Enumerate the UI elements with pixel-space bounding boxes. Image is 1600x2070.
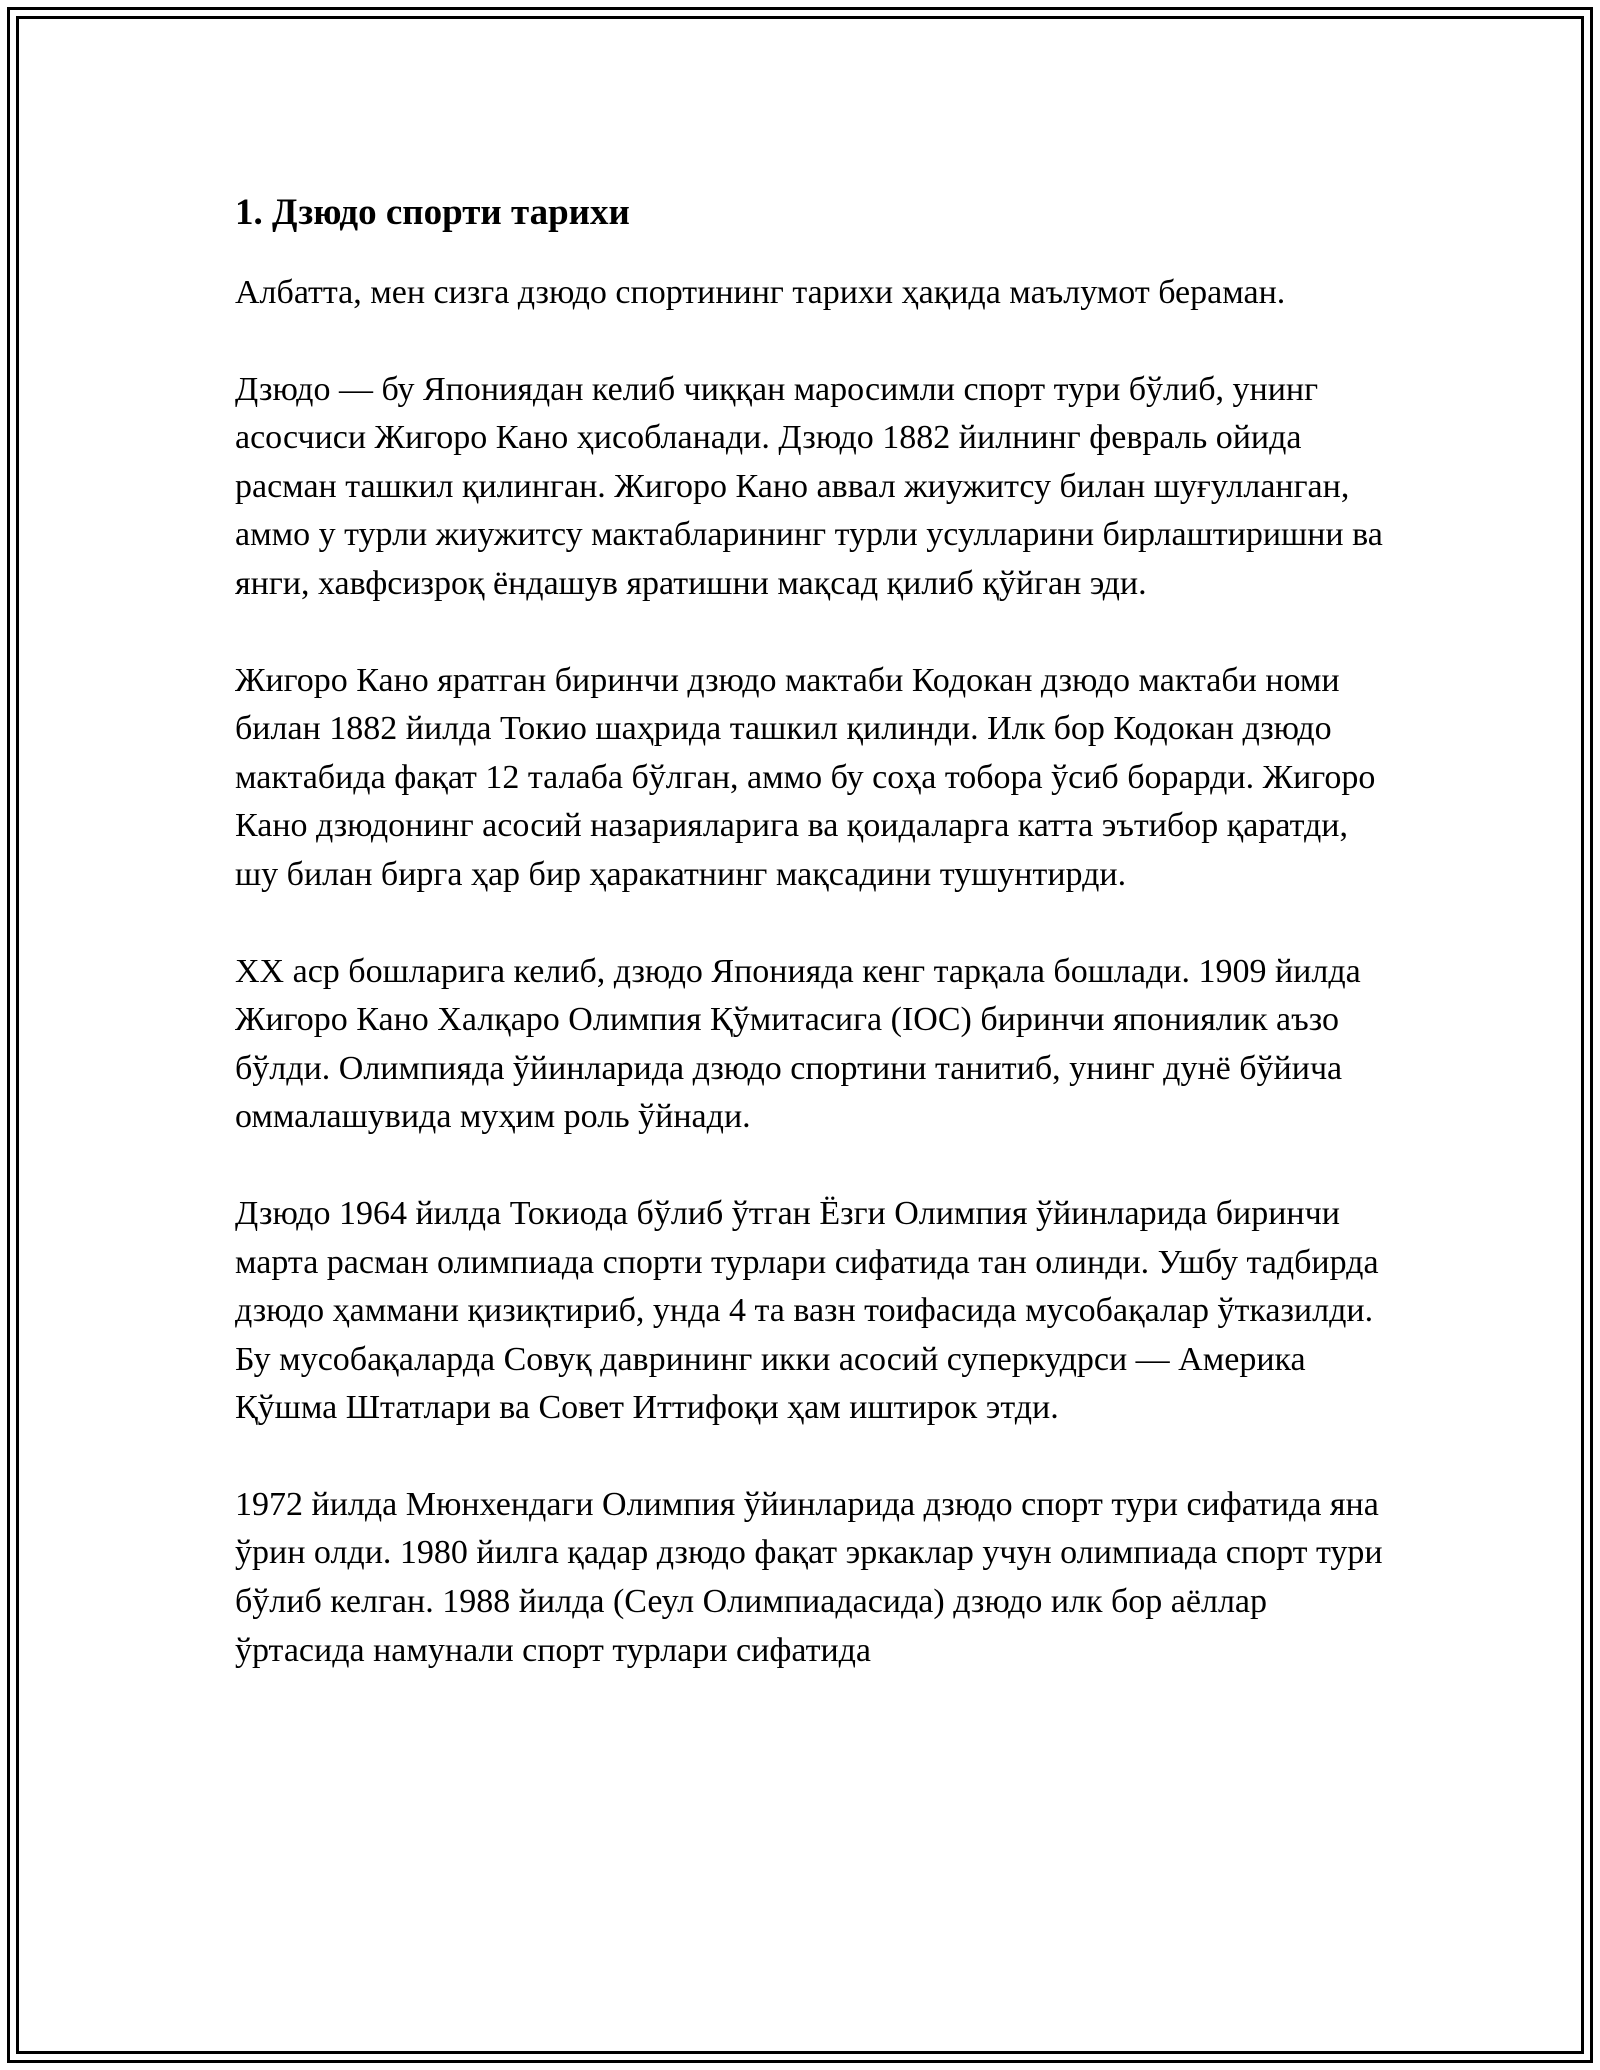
paragraph-1972-olympics: 1972 йилда Мюнхендаги Олимпия ўйинларида дзюдо спорт тури сифатида яна ўрин олди. 1980 йилга қадар дзюдо фақат эркаклар учун олимпиада спорт тури бўлиб келган. 1988 йилда (Сеул Олимпиадасида) дзюдо илк бор аёллар ўртасида намунали спорт турлари сифатида [235,1485,1383,1669]
paragraph-1964-olympics: Дзюдо 1964 йилда Токиода бўлиб ўтган Ёзги Олимпия ўйинларида биринчи марта расман олимпиада спорти турлари сифатида тан олинди. Ушбу тадбирда дзюдо ҳаммани қизиқтириб, унда 4 та вазн тоифасида мусобақалар ўтказилди. Бу мусобақаларда Совуқ даврининг икки асосий суперкудрси — Америка Қўшма Штатлари ва Совет Иттифоқи ҳам иштирок этди. [235,1194,1379,1427]
paragraph-origin: Дзюдо — бу Япониядан келиб чиққан маросимли спорт тури бўлиб, унинг асосчиси Жигоро Кано ҳисобланади. Дзюдо 1882 йилнинг февраль ойида расман ташкил қилинган. Жигоро Кано аввал жиужитсу билан шуғулланган, аммо у турли жиужитсу мактабларининг турли усулларини бирлаштиришни ва янги, хавфсизроқ ёндашув яратишни мақсад қилиб қўйган эди. [235,370,1383,602]
document-body [235,185,1385,1723]
paragraph-kodokan: Жигоро Кано яратган биринчи дзюдо мактаби Кодокан дзюдо мактаби номи билан 1882 йилда Токио шаҳрида ташкил қилинди. Илк бор Кодокан дзюдо мактабида фақат 12 талаба бўлган, аммо бу соҳа тобора ўсиб борарди. Жигоро Кано дзюдонинг асосий назарияларига ва қоидаларга катта эътибор қаратди, шу билан бирга ҳар бир ҳаракатнинг мақсадини тушунтирди. [235,661,1376,893]
paragraph-20th-century: XX аср бошларига келиб, дзюдо Японияда кенг тарқала бошлади. 1909 йилда Жигоро Кано Халқаро Олимпия Қўмитасига (IOC) биринчи япониялик аъзо бўлди. Олимпияда ўйинларида дзюдо спортини танитиб, унинг дунё бўйича оммалашувида муҳим роль ўйнади. [235,952,1361,1136]
paragraph-intro: Албатта, мен сизга дзюдо спортининг тарихи ҳақида маълумот бераман. [235,274,1286,311]
section-heading: 1. Дзюдо спорти тарихи [235,192,630,233]
